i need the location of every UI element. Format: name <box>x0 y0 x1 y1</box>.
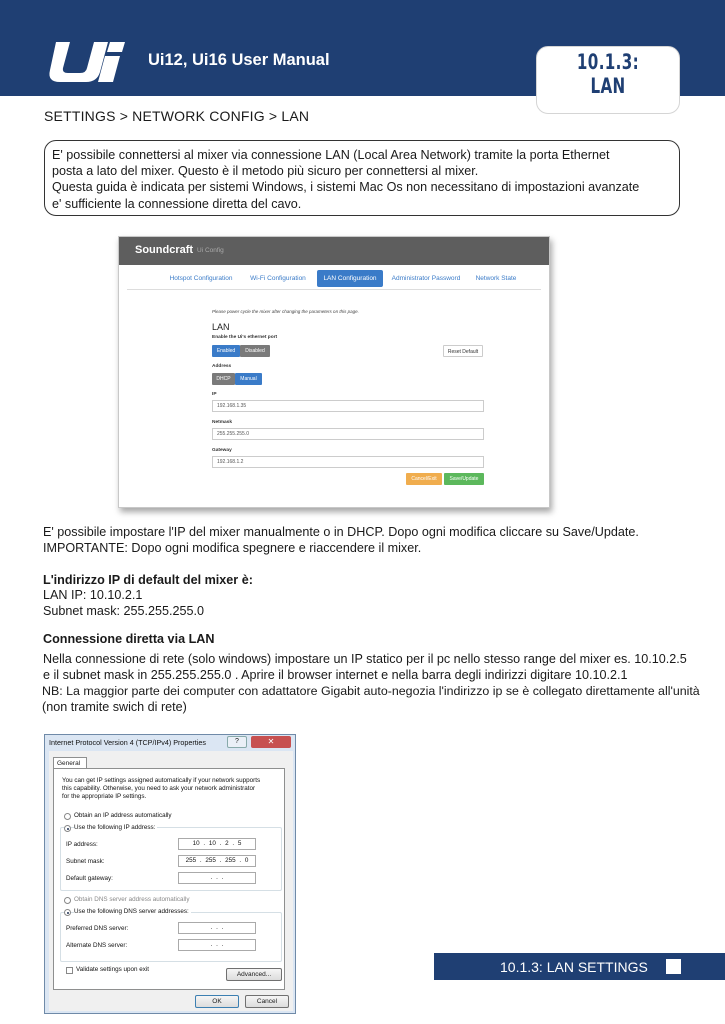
cancel-button[interactable]: Cancel <box>245 995 289 1008</box>
intro-line-4: e' sufficiente la connessione diretta del cavo. <box>52 196 302 211</box>
help-button[interactable]: ? <box>227 736 247 748</box>
para1-line1: E' possibile impostare l'IP del mixer manualmente o in DHCP. Dopo ogni modifica cliccare su Save/Update. <box>43 525 639 539</box>
sc-tab-network-state[interactable]: Network State <box>475 275 517 282</box>
sc-enable-label: Enable the Ui's ethernet port <box>212 335 278 340</box>
sc-dhcp-button[interactable]: DHCP <box>212 373 235 385</box>
sc-divider <box>127 289 541 290</box>
general-panel <box>53 768 285 990</box>
sc-ip-label: IP <box>212 392 217 397</box>
ip-address-field[interactable]: 10 . 10 . 2 . 5 <box>178 838 256 850</box>
intro-line-1: E' possibile connettersi al mixer via connessione LAN (Local Area Network) tramite la porta Ethernet <box>52 148 610 162</box>
use-ip-label: Use the following IP address: <box>74 824 156 831</box>
default-subnet: Subnet mask: 255.255.255.0 <box>43 604 205 618</box>
alternate-dns-field[interactable]: . . . <box>178 939 256 951</box>
sc-gateway-label: Gateway <box>212 448 232 453</box>
ipv4-properties-dialog <box>44 734 296 1014</box>
sc-address-label: Address <box>212 364 232 369</box>
preferred-dns-field[interactable]: . . . <box>178 922 256 934</box>
sc-netmask-label: Netmask <box>212 420 232 425</box>
obtain-ip-label: Obtain an IP address automatically <box>74 812 172 819</box>
ok-button[interactable]: OK <box>195 995 239 1008</box>
dns-group <box>60 912 282 962</box>
intro-line-3: Questa guida è indicata per sistemi Windows, i sistemi Mac Os non necessitano di impostazioni avanzate <box>52 180 640 195</box>
close-button[interactable]: ✕ <box>251 736 291 748</box>
sc-gateway-input[interactable]: 192.168.1.2 <box>212 456 484 468</box>
dialog-desc-1: You can get IP settings assigned automatically if your network supports <box>62 777 261 784</box>
obtain-ip-radio[interactable] <box>64 813 71 820</box>
sc-reset-button[interactable]: Reset Default <box>443 345 483 357</box>
tab-general[interactable]: General <box>53 757 87 769</box>
sc-tab-hotspot[interactable]: Hotspot Configuration <box>169 275 233 282</box>
preferred-dns-label: Preferred DNS server: <box>66 925 129 932</box>
breadcrumb: SETTINGS > NETWORK CONFIG > LAN <box>44 108 310 124</box>
direct-line1: Nella connessione di rete (solo windows) impostare un IP statico per il pc nello stesso range del mixer es. 10.10.2.5 <box>43 652 687 666</box>
ui-logo <box>46 40 134 84</box>
default-ip-heading: L'indirizzo IP di default del mixer è: <box>43 573 253 587</box>
manual-title: Ui12, Ui16 User Manual <box>148 51 330 69</box>
dialog-body <box>49 751 293 1011</box>
obtain-dns-radio[interactable] <box>64 897 71 904</box>
direct-line4: (non tramite swich di rete) <box>42 700 187 714</box>
sc-save-button[interactable]: Save/Update <box>444 473 484 485</box>
subnet-mask-label: Subnet mask: <box>66 858 105 865</box>
soundcraft-lan-config-screenshot <box>118 236 550 508</box>
sc-manual-button[interactable]: Manual <box>235 373 262 385</box>
footer-bar <box>434 953 725 980</box>
footer-label: 10.1.3: LAN SETTINGS <box>500 959 648 975</box>
direct-line3: NB: La maggior parte dei computer con adattatore Gigabit auto-negozia l'indirizzo ip se è collegato direttamente all'unità <box>42 684 700 698</box>
sc-heading: LAN <box>212 322 230 332</box>
sc-tab-wifi[interactable]: Wi-Fi Configuration <box>250 275 306 282</box>
sc-topbar <box>119 237 549 265</box>
sc-tab-admin[interactable]: Administrator Password <box>391 275 461 282</box>
dialog-title: Internet Protocol Version 4 (TCP/IPv4) Properties <box>49 738 206 747</box>
advanced-button[interactable]: Advanced... <box>226 968 282 981</box>
dialog-desc-3: for the appropriate IP settings. <box>62 793 147 800</box>
validate-label: Validate settings upon exit <box>76 966 150 973</box>
sc-netmask-input[interactable]: 255.255.255.0 <box>212 428 484 440</box>
sc-note: Please power cycle the mixer after changing the parameters on this page. <box>212 309 359 314</box>
sc-disabled-button[interactable]: Disabled <box>240 345 270 357</box>
default-gateway-label: Default gateway: <box>66 875 113 882</box>
sc-brand-sub: Ui Config <box>197 247 224 254</box>
subnet-mask-field[interactable]: 255 . 255 . 255 . 0 <box>178 855 256 867</box>
validate-checkbox[interactable] <box>66 967 73 974</box>
use-ip-radio[interactable] <box>64 825 71 832</box>
direct-lan-heading: Connessione diretta via LAN <box>43 632 215 646</box>
intro-line-2: posta a lato del mixer. Questo è il metodo più sicuro per connettersi al mixer. <box>52 164 479 179</box>
intro-box <box>44 140 680 216</box>
section-tab <box>536 46 680 114</box>
use-dns-radio[interactable] <box>64 909 71 916</box>
sc-tab-lan[interactable]: LAN Configuration <box>317 270 383 287</box>
footer-square-icon <box>666 959 681 974</box>
direct-line2: e il subnet mask in 255.255.255.0 . Aprire il browser internet e nella barra degli indirizzi digitare 10.10.2.1 <box>43 668 628 682</box>
section-tab-label: 10.1.3: LAN <box>576 50 640 98</box>
sc-cancel-button[interactable]: Cancel/Exit <box>406 473 442 485</box>
dialog-desc-2: this capability. Otherwise, you need to ask your network administrator <box>62 785 256 792</box>
default-gateway-field[interactable]: . . . <box>178 872 256 884</box>
para1-line2: IMPORTANTE: Dopo ogni modifica spegnere e riaccendere il mixer. <box>43 541 422 555</box>
default-lan-ip: LAN IP: 10.10.2.1 <box>43 588 143 602</box>
alternate-dns-label: Alternate DNS server: <box>66 942 128 949</box>
sc-enabled-button[interactable]: Enabled <box>212 345 240 357</box>
sc-ip-input[interactable]: 192.168.1.35 <box>212 400 484 412</box>
use-dns-label: Use the following DNS server addresses: <box>74 908 189 915</box>
sc-tabs <box>119 270 549 288</box>
sc-brand: Soundcraft <box>135 244 194 256</box>
ip-address-label: IP address: <box>66 841 98 848</box>
obtain-dns-label: Obtain DNS server address automatically <box>74 896 190 903</box>
